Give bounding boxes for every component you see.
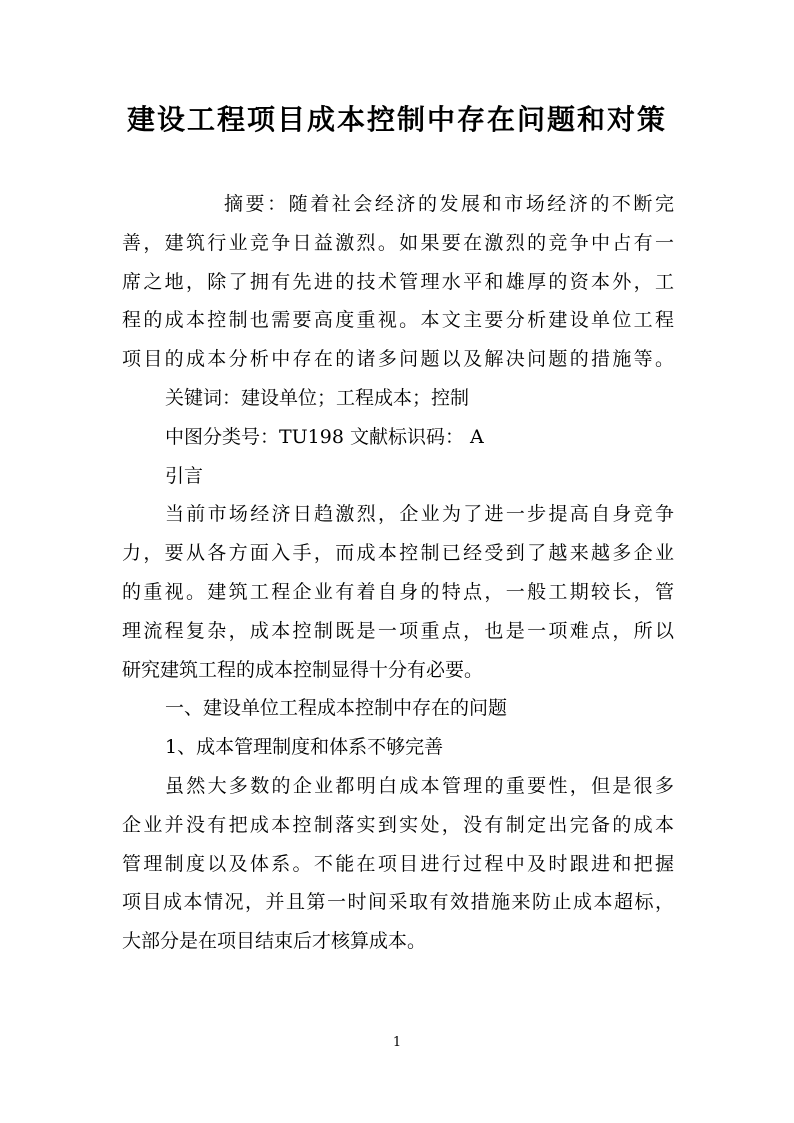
abstract-line: 程的成本控制也需要高度重视。本文主要分析建设单位工程 xyxy=(122,309,674,332)
abstract-line: 摘要：随着社会经济的发展和市场经济的不断完 xyxy=(224,193,674,215)
subsection-heading: 1、成本管理制度和体系不够完善 xyxy=(165,736,444,759)
keywords: 关键词：建设单位；工程成本；控制 xyxy=(165,386,470,409)
subsection-line: 管理制度以及体系。不能在项目进行过程中及时跟进和把握 xyxy=(122,852,674,875)
document-body xyxy=(122,185,674,961)
subsection-line: 虽然大多数的企业都明白成本管理的重要性，但是很多 xyxy=(165,774,674,797)
intro-line: 的重视。建筑工程企业有着自身的特点，一般工期较长，管 xyxy=(122,580,674,603)
section-heading: 一、建设单位工程成本控制中存在的问题 xyxy=(165,697,508,720)
intro-line: 研究建筑工程的成本控制显得十分有必要。 xyxy=(122,658,484,681)
intro-line: 力，要从各方面入手，而成本控制已经受到了越来越多企业 xyxy=(122,542,674,565)
intro-line: 当前市场经济日趋激烈，企业为了进一步提高自身竞争 xyxy=(165,503,674,526)
classification-code: 中图分类号：TU198 文献标识码： A xyxy=(165,425,484,448)
intro-line: 理流程复杂，成本控制既是一项重点，也是一项难点，所以 xyxy=(122,619,674,642)
page-number: 1 xyxy=(392,1035,402,1050)
document-title: 建设工程项目成本控制中存在问题和对策 xyxy=(126,103,667,136)
abstract-line: 席之地，除了拥有先进的技术管理水平和雄厚的资本外，工 xyxy=(122,270,674,293)
abstract-line: 项目的成本分析中存在的诸多问题以及解决问题的措施等。 xyxy=(122,348,674,371)
subsection-line: 企业并没有把成本控制落实到实处，没有制定出完备的成本 xyxy=(122,813,674,836)
subsection-line: 项目成本情况，并且第一时间采取有效措施来防止成本超标， xyxy=(122,891,674,914)
subsection-line: 大部分是在项目结束后才核算成本。 xyxy=(122,930,427,953)
abstract-line: 善，建筑行业竞争日益激烈。如果要在激烈的竞争中占有一 xyxy=(122,231,674,254)
intro-heading: 引言 xyxy=(165,464,204,487)
